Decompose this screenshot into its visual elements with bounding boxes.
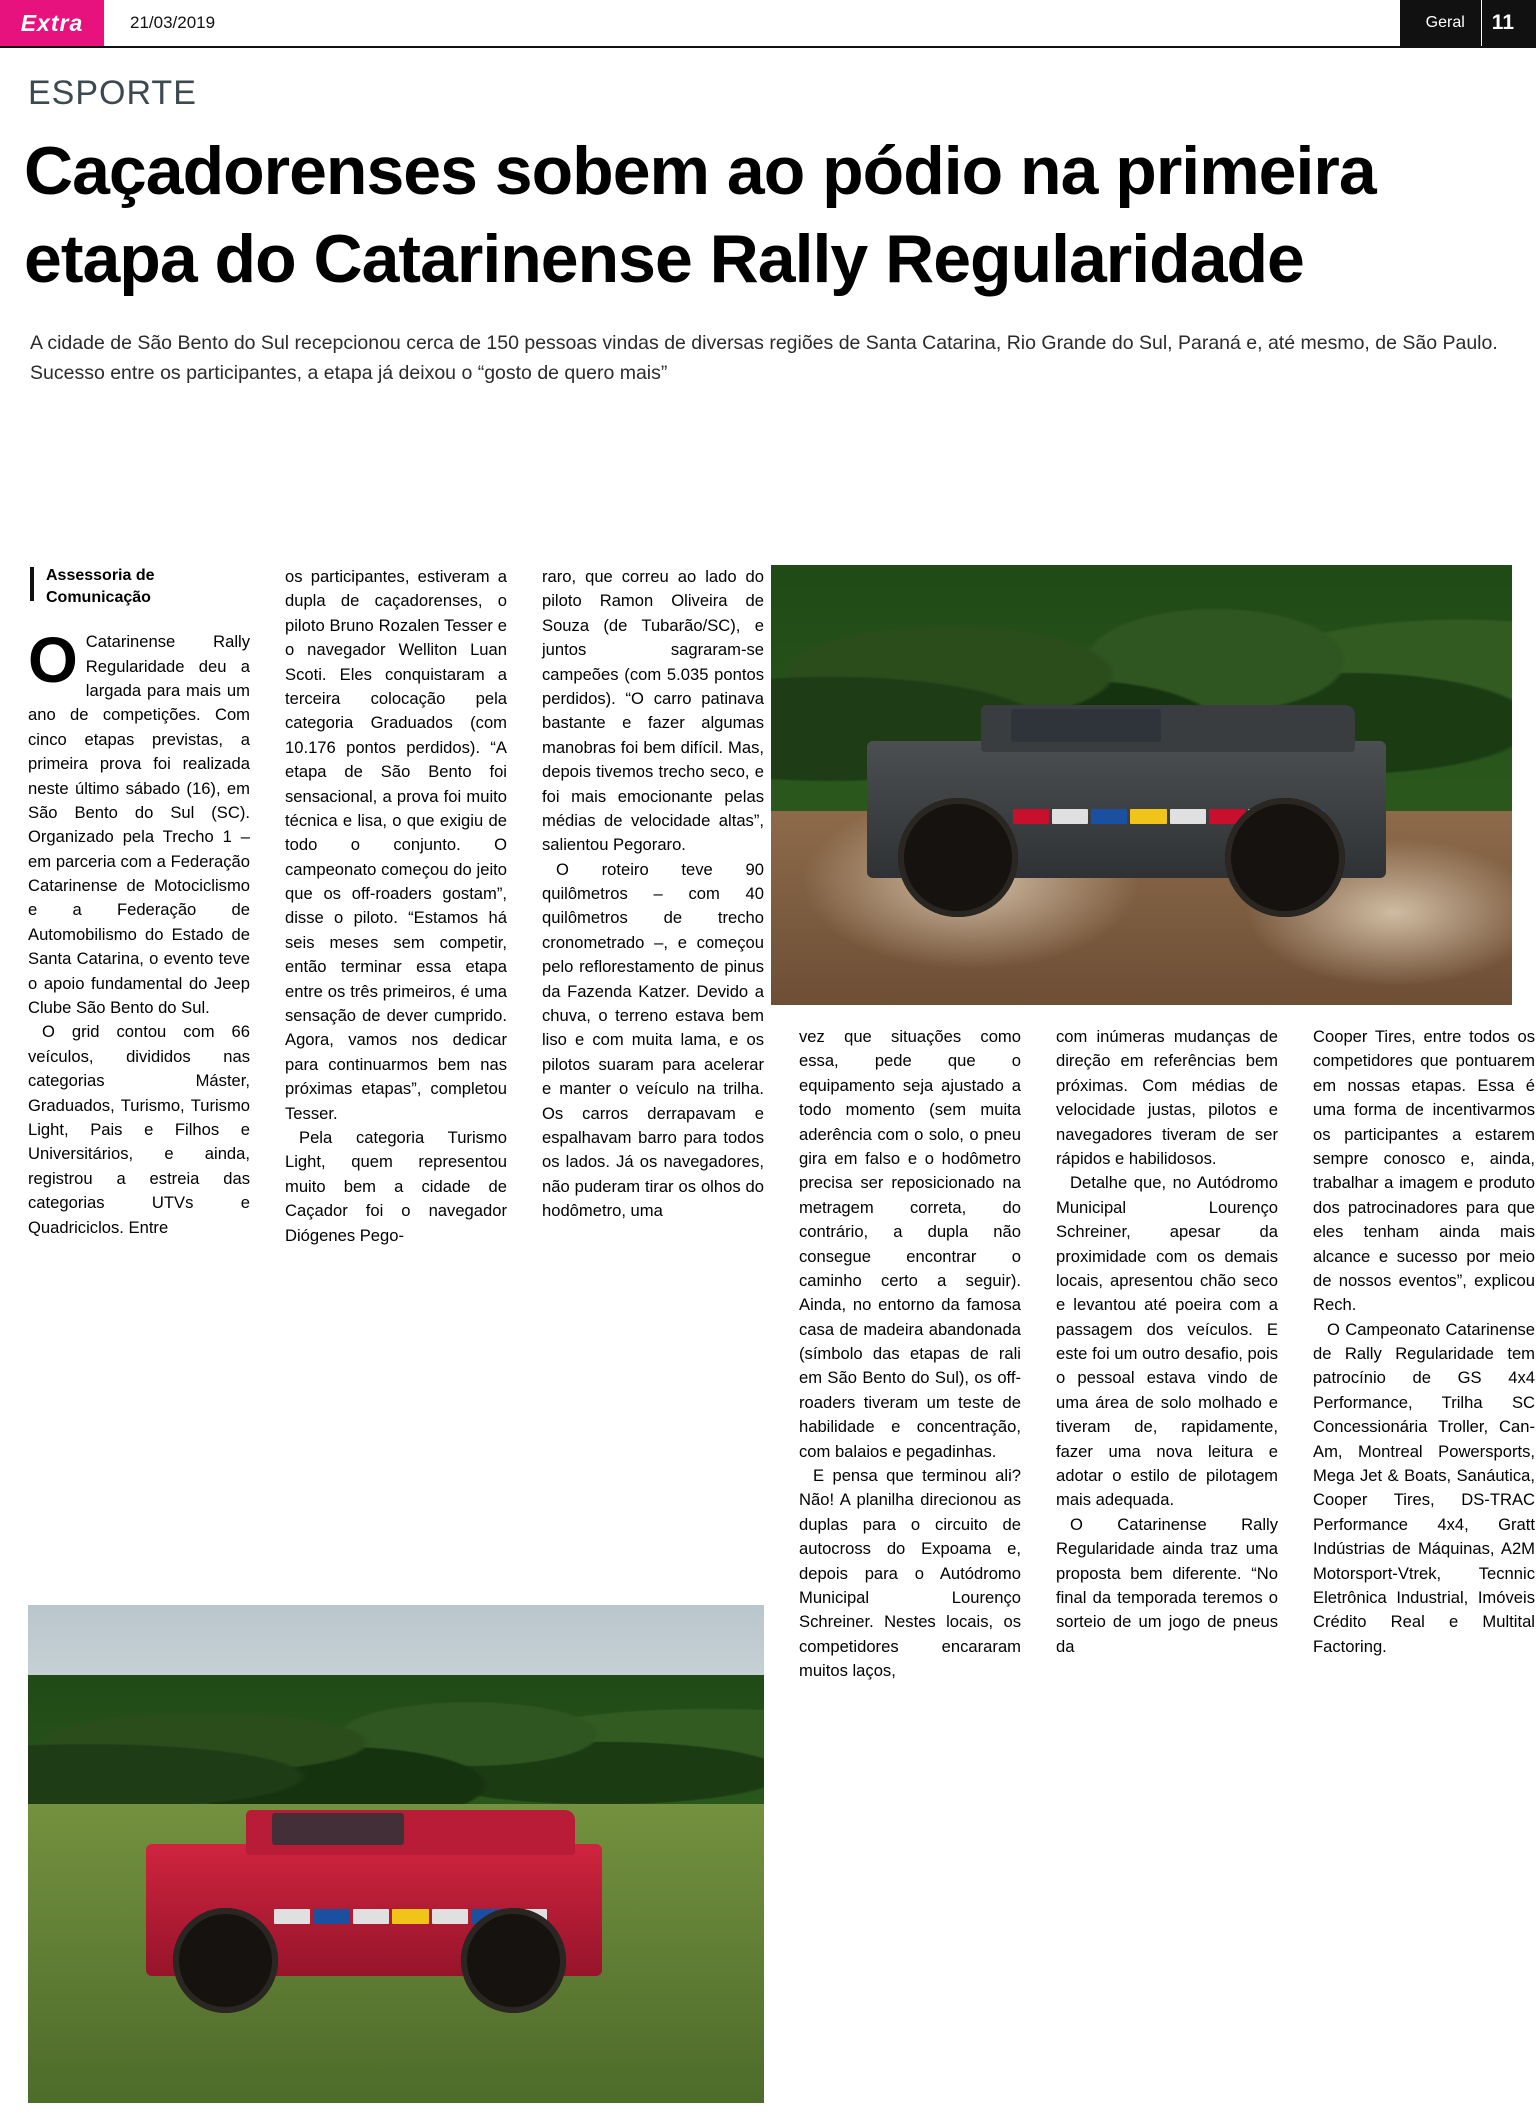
column-6 (1313, 1025, 1535, 1659)
column-3 (542, 565, 764, 1224)
kicker: ESPORTE (28, 74, 197, 112)
paragraph: raro, que correu ao lado do piloto Ramon Oliveira de Souza (de Tubarão/SC), e juntos sagraram-se campeões (com 5.035 pontos perdidos). “O carro patinava bastante e fazer algumas manobras foi bem difícil. Mas, depois tivemos trecho seco, e foi mais emocionante pelas médias de velocidade altas”, salientou Pegoraro. (542, 567, 764, 855)
paragraph: com inúmeras mudanças de direção em referências bem próximas. Com médias de velocidade justas, pilotos e navegadores tiveram de ser rápidos e habilidosos. (1056, 1027, 1278, 1168)
column-5 (1056, 1025, 1278, 1659)
paragraph: vez que situações como essa, pede que o equipamento seja ajustado a todo momento (sem muita aderência com o solo, o pneu gira em falso e o hodômetro precisa ser reposicionado na metragem correta, do contrário, a dupla não consegue encontrar o caminho certo a seguir). Ainda, no entorno da famosa casa de madeira abandonada (símbolo das etapas de rali em São Bento do Sul), os off-roaders tiveram um teste de habilidade e concentração, com balaios e pegadinhas. (799, 1027, 1021, 1461)
paragraph: Pela categoria Turismo Light, quem representou muito bem a cidade de Caçador foi o navegador Diógenes Pego- (285, 1127, 507, 1245)
header-spacer (215, 0, 1400, 46)
standfirst: A cidade de São Bento do Sul recepcionou cerca de 150 pessoas vindas de diversas regiões de Santa Catarina, Rio Grande do Sul, Paraná e, até mesmo, de São Paulo. Sucesso entre os participantes, a etapa já deixou o “gosto de quero mais” (30, 331, 1498, 384)
paragraph: O roteiro teve 90 quilômetros – com 40 quilômetros de trecho cronometrado –, e começou pelo reflorestamento de pinus da Fazenda Katzer. Devido a chuva, o terreno estava bem liso e com muita lama, e os pilotos suaram para acelerar e manter o veículo na trilha. Os carros derrapavam e espalhavam barro para todos os lados. Já os navegadores, não puderam tirar os olhos do hodômetro, uma (542, 859, 764, 1221)
page-number: 11 (1481, 0, 1536, 46)
drop-cap: O (28, 624, 78, 697)
page-header-bar (0, 0, 1536, 48)
page-title: Caçadorenses sobem ao pódio na primeira etapa do Catarinense Rally Regularidade (24, 133, 1376, 298)
paragraph: O grid contou com 66 veículos, divididos nas categorias Máster, Graduados, Turismo, Turismo Light, Pais e Filhos e Universitários, e ainda, registrou a estreia das categorias UTVs e Quadriciclos. Entre (28, 1022, 250, 1237)
masthead-logo (0, 0, 104, 46)
column-2 (285, 565, 507, 1248)
paragraph: Detalhe que, no Autódromo Municipal Lourenço Schreiner, apesar da proximidade com os demais locais, apresentou chão seco e levantou até poeira com a passagem dos veículos. E este foi um outro desafio, pois o pessoal estava vindo de uma área de solo molhado e tiveram de, rapidamente, fazer uma nova leitura e adotar o estilo de pilotagem mais adequada. (1056, 1173, 1278, 1510)
byline: Assessoria de Comunicação (28, 565, 250, 608)
masthead-label: Extra (20, 9, 84, 36)
column-4 (799, 1025, 1021, 1684)
paragraph: E pensa que terminou ali? Não! A planilha direcionou as duplas para o circuito de autocross do Expoama e, depois para o Autódromo Municipal Lourenço Schreiner. Nestes locais, os competidores encararam muitos laços, (799, 1466, 1021, 1681)
paragraph: Cooper Tires, entre todos os competidores que pontuarem em nossas etapas. Essa é uma forma de incentivarmos os participantes a estarem sempre conosco e, ainda, trabalhar a imagem e produto dos patrocinadores para que eles tenham ainda mais alcance e sucesso por meio de nossos eventos”, explicou Rech. (1313, 1027, 1535, 1315)
paragraph: O Campeonato Catarinense de Rally Regularidade tem patrocínio de GS 4x4 Performance, Trilha SC Concessionária Troller, Can-Am, Montreal Powersports, Mega Jet & Boats, Sanáutica, Cooper Tires, DS-TRAC Performance 4x4, Gratt Indústrias de Máquinas, A2M Motorsport-Vtrek, Tecnnic Eletrônica Industrial, Imóveis Crédito Real e Multital Factoring. (1313, 1319, 1535, 1656)
edition-date: 21/03/2019 (130, 13, 216, 32)
section-label: Geral (1400, 0, 1481, 46)
paragraph: O Catarinense Rally Regularidade ainda traz uma proposta bem diferente. “No final da temporada teremos o sorteio de um jogo de pneus da (1056, 1514, 1278, 1656)
paragraph: Catarinense Rally Regularidade deu a largada para mais um ano de competições. Com cinco etapas previstas, a primeira prova foi realizada neste último sábado (16), em São Bento do Sul (SC). Organizado pela Trecho 1 – em parceria com a Federação Catarinense de Motociclismo e a Federação de Automobilismo do Estado de Santa Catarina, o evento teve o apoio fundamental do Jeep Clube São Bento do Sul. (28, 632, 250, 1018)
article-body (28, 565, 1535, 2105)
column-1 (28, 565, 250, 1240)
paragraph: os participantes, estiveram a dupla de caçadorenses, o piloto Bruno Rozalen Tesser e o navegador Welliton Luan Scoti. Eles conquistaram a terceira colocação pela categoria Graduados (com 10.176 pontos perdidos). “A etapa de São Bento foi sensacional, a prova foi muito técnica e lisa, o que exigiu de todo o conjunto. O campeonato começou do jeito que os off-roaders gostam”, disse o piloto. “Estamos há seis meses sem competir, então terminar essa etapa entre os três primeiros, é uma sensação de dever cumprido. Agora, vamos nos dedicar para continuarmos bem nas próximas etapas”, completou Tesser. (285, 567, 507, 1123)
